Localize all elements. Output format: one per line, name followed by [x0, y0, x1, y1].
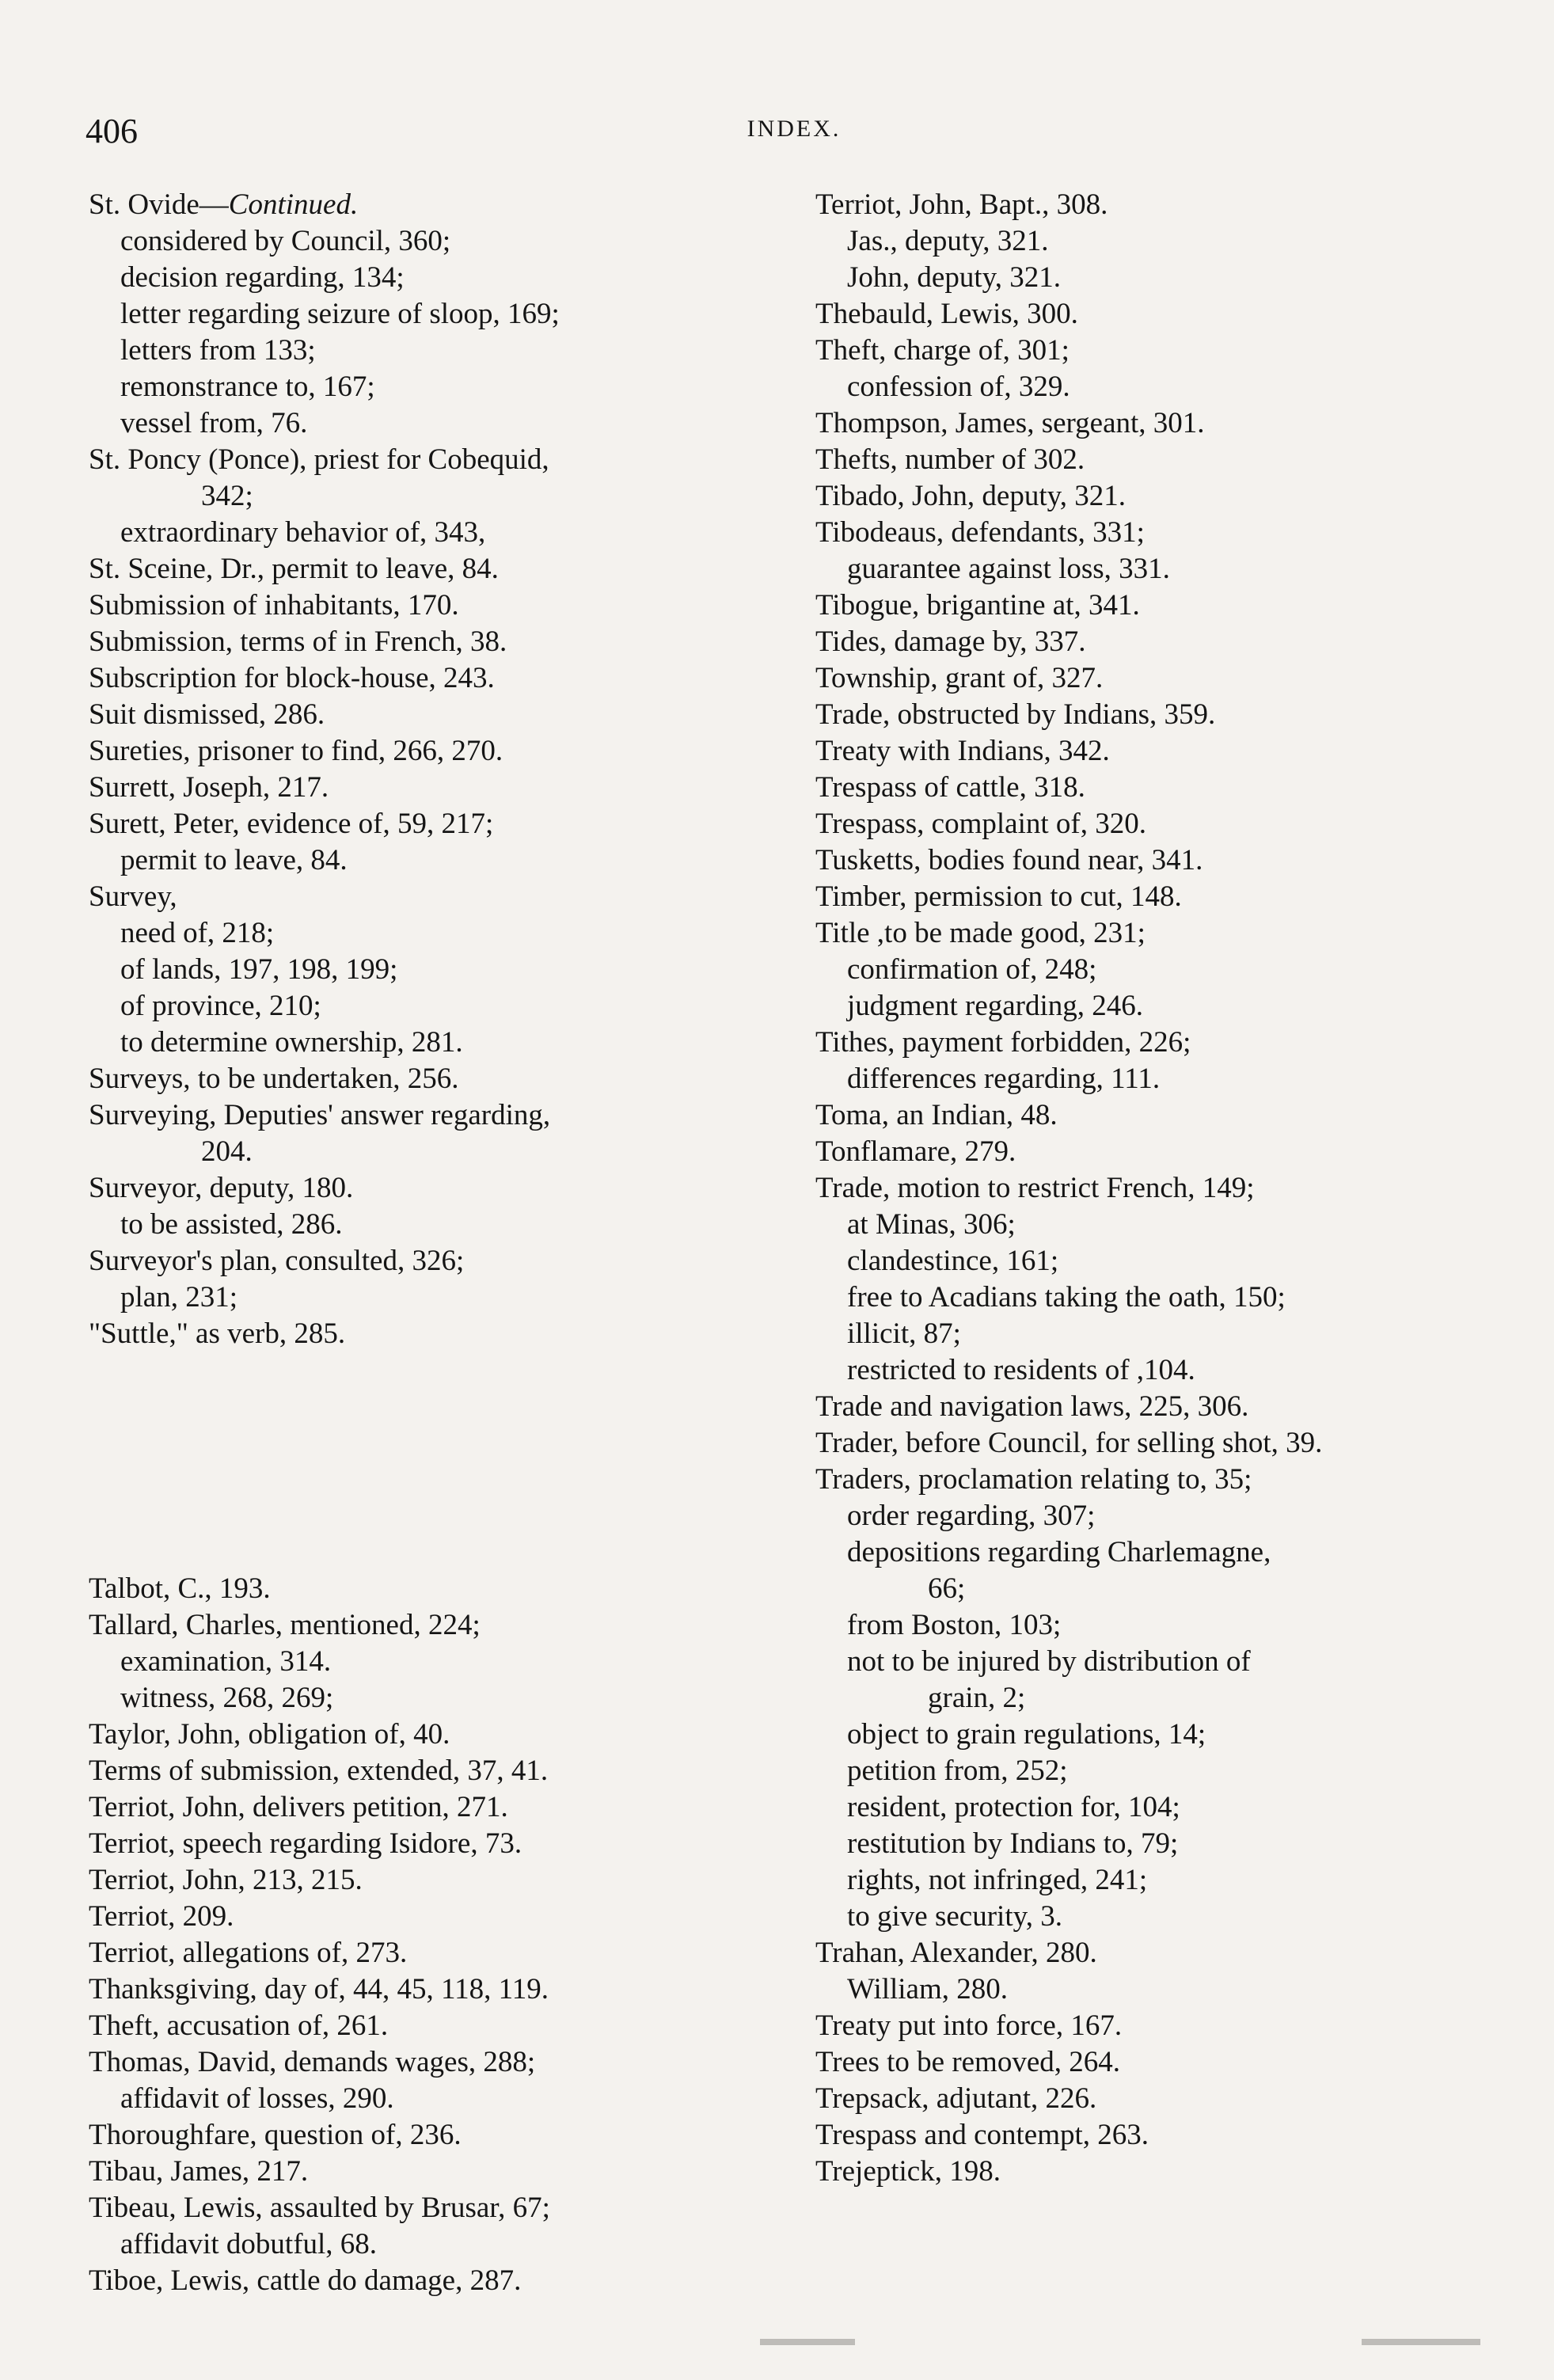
- entry-text: to be assisted, 286.: [120, 1208, 343, 1241]
- entry-text: letter regarding seizure of sloop, 169;: [120, 298, 560, 330]
- running-head: INDEX.: [747, 116, 842, 142]
- index-entry: [815, 1134, 1512, 1170]
- entry-text: differences regarding, 111.: [847, 1063, 1161, 1095]
- index-subentry: [815, 1680, 1512, 1717]
- entry-text: Thomas, David, demands wages, 288;: [89, 2046, 536, 2078]
- index-subentry: [815, 1862, 1512, 1899]
- entry-text: Trahan, Alexander, 280.: [815, 1937, 1097, 1969]
- entry-text: 66;: [928, 1572, 966, 1605]
- index-entry: [89, 1097, 785, 1134]
- index-subentry: [89, 1134, 785, 1170]
- entry-text: Township, grant of, 327.: [815, 662, 1104, 694]
- entry-text: affidavit of losses, 290.: [120, 2082, 394, 2115]
- index-entry: [815, 660, 1512, 697]
- entry-text: 204.: [201, 1135, 253, 1168]
- index-subentry: [89, 260, 785, 296]
- entry-text: to determine ownership, 281.: [120, 1026, 463, 1059]
- page-number: 406: [85, 112, 138, 150]
- entry-text: considered by Council, 360;: [120, 225, 451, 257]
- entry-text: Sureties, prisoner to find, 266, 270.: [89, 735, 503, 767]
- entry-text: Tibado, John, deputy, 321.: [815, 480, 1126, 512]
- entry-text: Taylor, John, obligation of, 40.: [89, 1718, 450, 1751]
- entry-text: Terriot, allegations of, 273.: [89, 1937, 408, 1969]
- entry-text: Tibogue, brigantine at, 341.: [815, 589, 1140, 622]
- index-subentry: [89, 915, 785, 952]
- index-subentry: [89, 1279, 785, 1316]
- index-subentry: [89, 842, 785, 879]
- index-column-right: [815, 187, 1512, 2190]
- entry-text: Trade, motion to restrict French, 149;: [815, 1172, 1255, 1204]
- entry-text: of lands, 197, 198, 199;: [120, 953, 398, 986]
- entry-text: "Suttle," as verb, 285.: [89, 1317, 346, 1350]
- entry-text: from Boston, 103;: [847, 1609, 1062, 1641]
- index-subentry: [89, 515, 785, 551]
- entry-text: Theft, accusation of, 261.: [89, 2009, 389, 2042]
- index-subentry: [89, 2226, 785, 2263]
- index-entry: [815, 1097, 1512, 1134]
- entry-text: vessel from, 76.: [120, 407, 308, 439]
- index-entry: [89, 733, 785, 770]
- index-entry: [815, 697, 1512, 733]
- entry-text: Surveys, to be undertaken, 256.: [89, 1063, 459, 1095]
- entry-text: Tonflamare, 279.: [815, 1135, 1016, 1168]
- index-entry: [815, 842, 1512, 879]
- index-entry: [815, 333, 1512, 369]
- entry-text: Treaty with Indians, 342.: [815, 735, 1110, 767]
- entry-text: Surveyor's plan, consulted, 326;: [89, 1245, 465, 1277]
- index-subentry: [815, 1753, 1512, 1789]
- entry-text: Talbot, C., 193.: [89, 1572, 271, 1605]
- entry-text: grain, 2;: [928, 1682, 1026, 1714]
- entry-text: free to Acadians taking the oath, 150;: [847, 1281, 1286, 1314]
- index-entry: [89, 1571, 785, 1607]
- entry-text: Thoroughfare, question of, 236.: [89, 2119, 462, 2151]
- entry-text: Thanksgiving, day of, 44, 45, 118, 119.: [89, 1973, 549, 2006]
- index-subentry: [89, 988, 785, 1025]
- entry-text: affidavit dobutful, 68.: [120, 2228, 378, 2260]
- entry-text: Timber, permission to cut, 148.: [815, 880, 1182, 913]
- entry-text: permit to leave, 84.: [120, 844, 348, 876]
- index-entry: [89, 1607, 785, 1644]
- index-entry: [89, 1753, 785, 1789]
- entry-text: Title ,to be made good, 231;: [815, 917, 1146, 949]
- entry-text: Terriot, John, 213, 215.: [89, 1864, 363, 1896]
- entry-text: Trader, before Council, for selling shot, 39.: [815, 1427, 1323, 1459]
- entry-text: confession of, 329.: [847, 371, 1070, 403]
- index-entry: [815, 624, 1512, 660]
- entry-text: Theft, charge of, 301;: [815, 334, 1070, 367]
- entry-text: illicit, 87;: [847, 1317, 961, 1350]
- entry-text: letters from 133;: [120, 334, 316, 367]
- index-subentry: [89, 1644, 785, 1680]
- entry-text: Tiboe, Lewis, cattle do damage, 287.: [89, 2264, 522, 2297]
- entry-text: Trade and navigation laws, 225, 306.: [815, 1390, 1249, 1423]
- index-entry: [815, 1389, 1512, 1425]
- index-entry: [89, 442, 785, 478]
- entry-text: Tallard, Charles, mentioned, 224;: [89, 1609, 481, 1641]
- index-subentry: [815, 1571, 1512, 1607]
- index-entry: [815, 2008, 1512, 2044]
- index-entry: [815, 1935, 1512, 1971]
- index-entry: [89, 1061, 785, 1097]
- entry-text: depositions regarding Charlemagne,: [847, 1536, 1271, 1568]
- index-subentry: [815, 1243, 1512, 1279]
- entry-text: rights, not infringed, 241;: [847, 1864, 1148, 1896]
- entry-text: Trepsack, adjutant, 226.: [815, 2082, 1097, 2115]
- index-subentry: [815, 1279, 1512, 1316]
- entry-text: decision regarding, 134;: [120, 261, 405, 294]
- entry-text: Trespass and contempt, 263.: [815, 2119, 1149, 2151]
- entry-text: Submission of inhabitants, 170.: [89, 589, 459, 622]
- index-entry: [89, 660, 785, 697]
- index-subentry: [815, 1352, 1512, 1389]
- index-entry: [89, 1862, 785, 1899]
- index-entry: [89, 1243, 785, 1279]
- entry-text: William, 280.: [847, 1973, 1009, 2006]
- entry-text: need of, 218;: [120, 917, 275, 949]
- index-subentry: [815, 1826, 1512, 1862]
- index-entry: [89, 2044, 785, 2081]
- entry-text: examination, 314.: [120, 1645, 332, 1678]
- entry-text: confirmation of, 248;: [847, 953, 1097, 986]
- entry-text: Surett, Peter, evidence of, 59, 217;: [89, 808, 494, 840]
- index-entry: [815, 806, 1512, 842]
- index-subentry: [815, 1971, 1512, 2008]
- index-entry: [89, 624, 785, 660]
- entry-text: guarantee against loss, 331.: [847, 553, 1170, 585]
- entry-text: Trees to be removed, 264.: [815, 2046, 1121, 2078]
- index-subentry: [89, 478, 785, 515]
- entry-text: Tusketts, bodies found near, 341.: [815, 844, 1203, 876]
- index-entry: [815, 478, 1512, 515]
- entry-text: clandestince, 161;: [847, 1245, 1059, 1277]
- index-entry: [815, 1025, 1512, 1061]
- index-subentry: [815, 988, 1512, 1025]
- index-entry: [815, 442, 1512, 478]
- index-entry: [815, 1170, 1512, 1207]
- index-entry: [89, 187, 785, 223]
- index-entry: [89, 879, 785, 915]
- entry-text: Trejeptick, 198.: [815, 2155, 1001, 2188]
- entry-text: John, deputy, 321.: [847, 261, 1061, 294]
- index-subentry: [89, 223, 785, 260]
- index-entry: [89, 2263, 785, 2299]
- entry-text: Terms of submission, extended, 37, 41.: [89, 1755, 549, 1787]
- index-subentry: [815, 952, 1512, 988]
- entry-text: Tibau, James, 217.: [89, 2155, 309, 2188]
- entry-text: Terriot, John, Bapt., 308.: [815, 188, 1108, 221]
- index-entry: [89, 551, 785, 587]
- index-subentry: [815, 1534, 1512, 1571]
- scan-mark: [1362, 2339, 1480, 2345]
- index-entry: [89, 2154, 785, 2190]
- entry-text: Trespass of cattle, 318.: [815, 771, 1085, 804]
- index-subentry: [89, 2081, 785, 2117]
- index-entry: [815, 879, 1512, 915]
- index-entry: [89, 770, 785, 806]
- index-entry: [89, 697, 785, 733]
- entry-text: restitution by Indians to, 79;: [847, 1827, 1179, 1860]
- index-entry: [89, 587, 785, 624]
- index-entry: [89, 2190, 785, 2226]
- index-subentry: [815, 1789, 1512, 1826]
- entry-text: at Minas, 306;: [847, 1208, 1016, 1241]
- entry-text: restricted to residents of ,104.: [847, 1354, 1195, 1386]
- entry-text: Tithes, payment forbidden, 226;: [815, 1026, 1191, 1059]
- entry-text: Tides, damage by, 337.: [815, 625, 1086, 658]
- entry-text: 342;: [201, 480, 253, 512]
- entry-text: judgment regarding, 246.: [847, 990, 1144, 1022]
- scan-mark: [760, 2339, 855, 2345]
- entry-text: remonstrance to, 167;: [120, 371, 375, 403]
- index-entry: [815, 405, 1512, 442]
- entry-text: extraordinary behavior of, 343,: [120, 516, 486, 549]
- index-entry: [815, 915, 1512, 952]
- index-subentry: [815, 1899, 1512, 1935]
- index-entry: [815, 2044, 1512, 2081]
- index-subentry: [815, 369, 1512, 405]
- entry-text: object to grain regulations, 14;: [847, 1718, 1206, 1751]
- index-subentry: [815, 1717, 1512, 1753]
- index-entry: [815, 1425, 1512, 1462]
- index-subentry: [815, 1061, 1512, 1097]
- entry-text: Terriot, 209.: [89, 1900, 234, 1933]
- index-entry: [89, 1316, 785, 1352]
- entry-text: Toma, an Indian, 48.: [815, 1099, 1058, 1131]
- entry-text: Tibodeaus, defendants, 331;: [815, 516, 1145, 549]
- index-subentry: [89, 296, 785, 333]
- entry-text: resident, protection for, 104;: [847, 1791, 1180, 1823]
- index-subentry: [815, 1644, 1512, 1680]
- index-subentry: [89, 1025, 785, 1061]
- entry-text: not to be injured by distribution of: [847, 1645, 1251, 1678]
- index-entry: [815, 770, 1512, 806]
- entry-text: Surveying, Deputies' answer regarding,: [89, 1099, 551, 1131]
- entry-text: Subscription for block-house, 243.: [89, 662, 495, 694]
- index-subentry: [815, 1498, 1512, 1534]
- index-entry: [815, 296, 1512, 333]
- index-entry: [815, 1462, 1512, 1498]
- index-subentry: [89, 1207, 785, 1243]
- index-column-left: [89, 187, 785, 2299]
- entry-text: Thompson, James, sergeant, 301.: [815, 407, 1205, 439]
- entry-text: Traders, proclamation relating to, 35;: [815, 1463, 1252, 1496]
- entry-text: St. Sceine, Dr., permit to leave, 84.: [89, 553, 499, 585]
- index-subentry: [89, 1680, 785, 1717]
- index-entry: [815, 2117, 1512, 2154]
- entry-text: Thefts, number of 302.: [815, 443, 1085, 476]
- index-subentry: [815, 1207, 1512, 1243]
- index-subentry: [89, 952, 785, 988]
- entry-text: St. Ovide—: [89, 188, 229, 221]
- page-header: [85, 111, 1503, 158]
- index-entry: [815, 733, 1512, 770]
- index-entry: [89, 2008, 785, 2044]
- index-entry: [89, 1717, 785, 1753]
- index-entry: [89, 1789, 785, 1826]
- index-subentry: [89, 369, 785, 405]
- index-entry: [89, 1170, 785, 1207]
- entry-continued: Continued.: [228, 188, 359, 221]
- index-subentry: [89, 333, 785, 369]
- index-entry: [89, 1899, 785, 1935]
- index-entry: [815, 2154, 1512, 2190]
- entry-text: Jas., deputy, 321.: [847, 225, 1049, 257]
- entry-text: Trespass, complaint of, 320.: [815, 808, 1146, 840]
- index-entry: [815, 515, 1512, 551]
- section-gap: [89, 1352, 785, 1571]
- index-subentry: [815, 260, 1512, 296]
- index-entry: [815, 587, 1512, 624]
- entry-text: Suit dismissed, 286.: [89, 698, 325, 731]
- index-subentry: [815, 1607, 1512, 1644]
- entry-text: Terriot, John, delivers petition, 271.: [89, 1791, 508, 1823]
- entry-text: witness, 268, 269;: [120, 1682, 334, 1714]
- index-entry: [89, 806, 785, 842]
- entry-text: Surveyor, deputy, 180.: [89, 1172, 354, 1204]
- index-subentry: [815, 551, 1512, 587]
- index-subentry: [815, 1316, 1512, 1352]
- entry-text: to give security, 3.: [847, 1900, 1062, 1933]
- index-subentry: [815, 223, 1512, 260]
- index-entry: [89, 2117, 785, 2154]
- entry-text: Treaty put into force, 167.: [815, 2009, 1123, 2042]
- index-entry: [89, 1971, 785, 2008]
- entry-text: of province, 210;: [120, 990, 321, 1022]
- entry-text: Submission, terms of in French, 38.: [89, 625, 507, 658]
- index-subentry: [89, 405, 785, 442]
- index-entry: [815, 187, 1512, 223]
- entry-text: petition from, 252;: [847, 1755, 1068, 1787]
- entry-text: Thebauld, Lewis, 300.: [815, 298, 1078, 330]
- entry-text: Survey,: [89, 880, 177, 913]
- entry-text: Trade, obstructed by Indians, 359.: [815, 698, 1216, 731]
- entry-text: Terriot, speech regarding Isidore, 73.: [89, 1827, 522, 1860]
- entry-text: order regarding, 307;: [847, 1500, 1096, 1532]
- entry-text: Tibeau, Lewis, assaulted by Brusar, 67;: [89, 2192, 550, 2224]
- entry-text: Surrett, Joseph, 217.: [89, 771, 329, 804]
- entry-text: plan, 231;: [120, 1281, 237, 1314]
- index-entry: [89, 1935, 785, 1971]
- index-entry: [89, 1826, 785, 1862]
- entry-text: St. Poncy (Ponce), priest for Cobequid,: [89, 443, 549, 476]
- index-entry: [815, 2081, 1512, 2117]
